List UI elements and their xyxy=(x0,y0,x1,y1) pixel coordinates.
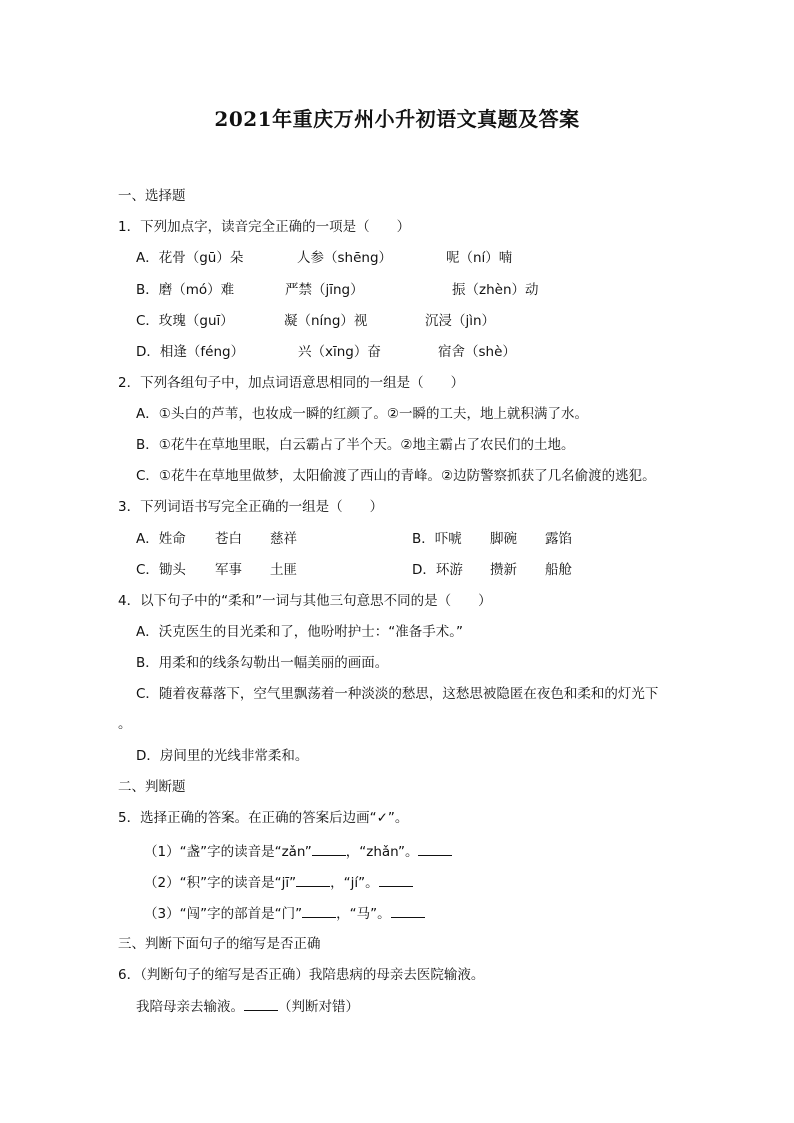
section-heading-choice: 一、选择题 xyxy=(118,188,186,204)
q6-blank[interactable] xyxy=(244,998,278,1011)
q3-option-d-1: D．环游 xyxy=(412,562,463,578)
question-5-stem: 5．选择正确的答案。在正确的答案后边画“✓”。 xyxy=(118,810,409,826)
q5-item-1-blank-b[interactable] xyxy=(418,843,452,856)
q4-option-c: C．随着夜幕落下，空气里飘荡着一种淡淡的愁思，这愁思被隐匿在夜色和柔和的灯光下 xyxy=(136,686,659,702)
q3-option-b-1: B．吓唬 xyxy=(412,531,462,547)
q4-option-c-continuation: 。 xyxy=(118,716,132,732)
q5-item-1-text-b: ，“zhǎn”。 xyxy=(345,844,419,860)
q4-option-d: D．房间里的光线非常柔和。 xyxy=(136,748,309,764)
q5-item-1-blank-a[interactable] xyxy=(312,843,346,856)
q5-item-2-blank-a[interactable] xyxy=(296,874,330,887)
question-6-stem: 6．（判断句子的缩写是否正确）我陪患病的母亲去医院输液。 xyxy=(118,967,485,983)
q3-option-c-1: C．锄头 xyxy=(136,562,186,578)
q1-option-a-1: A．花骨（gū）朵 xyxy=(136,250,244,266)
q5-item-2-blank-b[interactable] xyxy=(379,874,413,887)
q5-item-3-blank-a[interactable] xyxy=(302,905,336,918)
q3-option-b-3: 露馅 xyxy=(545,531,572,547)
question-1-stem: 1．下列加点字，读音完全正确的一项是（ ） xyxy=(118,219,411,235)
section-heading-judge: 二、判断题 xyxy=(118,779,186,795)
q3-option-a-2: 苍白 xyxy=(215,531,242,547)
q3-option-b-2: 脚碗 xyxy=(490,531,517,547)
q5-item-3-text-b: ，“马”。 xyxy=(336,906,391,922)
question-3-stem: 3．下列词语书写完全正确的一组是（ ） xyxy=(118,499,384,515)
q1-option-b-1: B．磨（mó）难 xyxy=(136,282,235,298)
q6-answer-line xyxy=(136,998,359,1015)
q3-option-a-1: A．姓命 xyxy=(136,531,186,547)
q1-option-c-1: C．玫瑰（guī） xyxy=(136,313,234,329)
q1-option-d-3: 宿舍（shè） xyxy=(438,344,516,360)
q1-option-a-2: 人参（shēng） xyxy=(297,250,393,266)
q4-option-a: A．沃克医生的目光柔和了，他吩咐护士：“准备手术。” xyxy=(136,624,463,640)
q3-option-d-2: 攒新 xyxy=(490,562,517,578)
q1-option-d-2: 兴（xīng）奋 xyxy=(298,344,381,360)
q1-option-a-3: 呢（ní）喃 xyxy=(446,250,513,266)
page-title: 2021年重庆万州小升初语文真题及答案 xyxy=(214,107,580,131)
q5-item-1-text-a: （1）“盏”字的读音是“zǎn” xyxy=(144,844,312,860)
q3-option-c-2: 军事 xyxy=(215,562,242,578)
q2-option-a: A．①头白的芦苇，也妆成一瞬的红颜了。②一瞬的工夫，地上就积满了水。 xyxy=(136,406,588,422)
q1-option-b-3: 振（zhèn）动 xyxy=(452,282,539,298)
q5-item-1 xyxy=(144,843,452,860)
q4-option-b: B．用柔和的线条勾勒出一幅美丽的画面。 xyxy=(136,655,389,671)
q3-option-d-3: 船舱 xyxy=(545,562,572,578)
q5-item-2-text-a: （2）“积”字的读音是“jī” xyxy=(144,875,297,891)
q1-option-d-1: D．相逢（féng） xyxy=(136,344,245,360)
q5-item-3-blank-b[interactable] xyxy=(391,905,425,918)
q5-item-2-text-b: ，“jí”。 xyxy=(330,875,379,891)
q3-option-c-3: 土匪 xyxy=(270,562,297,578)
q6-sentence: 我陪母亲去输液。 xyxy=(136,999,244,1015)
q3-option-a-3: 慈祥 xyxy=(270,531,297,547)
q5-item-2 xyxy=(144,874,413,891)
q2-option-b: B．①花牛在草地里眠，白云霸占了半个天。②地主霸占了农民们的土地。 xyxy=(136,437,575,453)
q1-option-c-3: 沉浸（jìn） xyxy=(425,313,496,329)
q5-item-3 xyxy=(144,905,425,922)
q6-note: （判断对错） xyxy=(278,999,359,1015)
q1-option-c-2: 凝（níng）视 xyxy=(284,313,368,329)
q1-option-b-2: 严禁（jīng） xyxy=(285,282,364,298)
q2-option-c: C．①花牛在草地里做梦，太阳偷渡了西山的青峰。②边防警察抓获了几名偷渡的逃犯。 xyxy=(136,468,656,484)
question-2-stem: 2．下列各组句子中，加点词语意思相同的一组是（ ） xyxy=(118,375,465,391)
question-4-stem: 4．以下句子中的“柔和”一词与其他三句意思不同的是（ ） xyxy=(118,593,492,609)
q5-item-3-text-a: （3）“闯”字的部首是“门” xyxy=(144,906,303,922)
section-heading-condense: 三、判断下面句子的缩写是否正确 xyxy=(118,936,321,952)
